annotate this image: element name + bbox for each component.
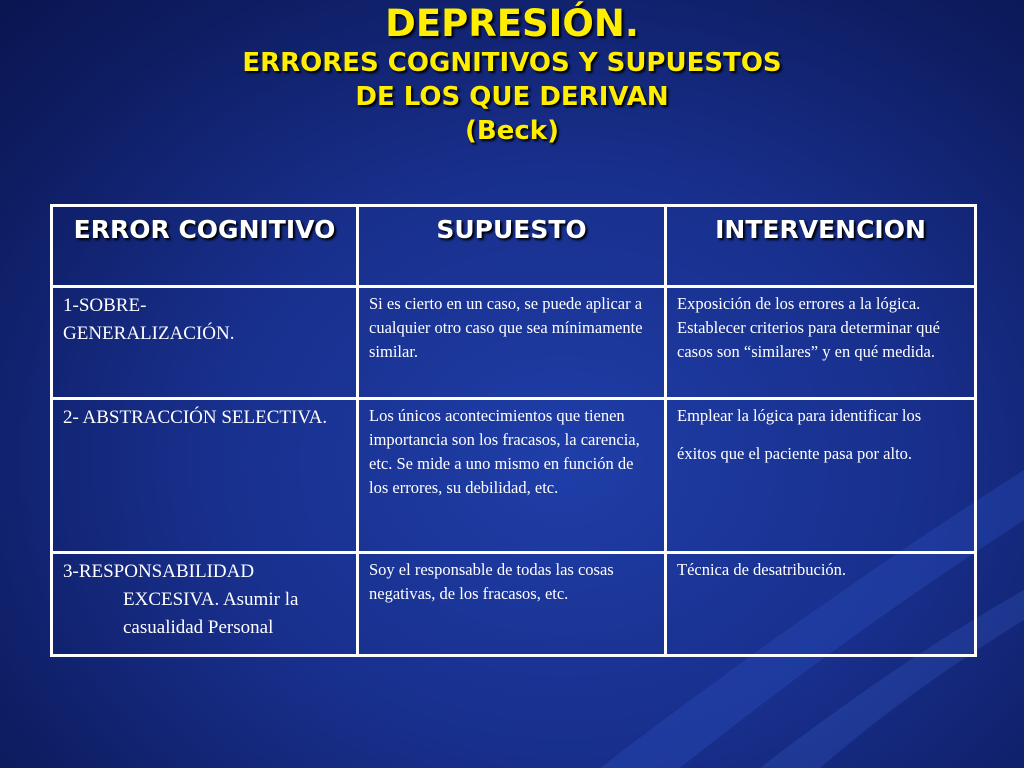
error-cell bbox=[52, 287, 358, 399]
intervencion-cell bbox=[666, 399, 976, 553]
slide-title-block bbox=[0, 2, 1024, 148]
header-supuesto: SUPUESTO bbox=[358, 206, 666, 287]
error-cell bbox=[52, 553, 358, 656]
table-header-row bbox=[52, 206, 976, 287]
intervencion-cell: Técnica de desatribución. bbox=[666, 553, 976, 656]
supuesto-cell: Los únicos acontecimientos que tienen importancia son los fracasos, la carencia, etc. Se mide a uno mismo en función de los errores, su debilidad, etc. bbox=[358, 399, 666, 553]
slide-title: DEPRESIÓN. bbox=[385, 2, 639, 45]
intervencion-cell: Exposición de los errores a la lógica. Establecer criterios para determinar qué casos son “similares” y en qué medida. bbox=[666, 287, 976, 399]
error-text-line2: GENERALIZACIÓN. bbox=[63, 323, 235, 344]
header-error-cognitivo: ERROR COGNITIVO bbox=[52, 206, 358, 287]
slide-subtitle-line1: ERRORES COGNITIVOS Y SUPUESTOS bbox=[242, 48, 782, 78]
intervencion-text-line2: éxitos que el paciente pasa por alto. bbox=[677, 444, 913, 463]
table-row bbox=[52, 553, 976, 656]
table-row bbox=[52, 399, 976, 553]
error-text-line1: 1-SOBRE- bbox=[63, 295, 147, 316]
error-text-line1: 3-RESPONSABILIDAD bbox=[63, 561, 255, 582]
slide-subtitle-line3: (Beck) bbox=[465, 116, 559, 146]
error-cell bbox=[52, 399, 358, 553]
supuesto-cell: Si es cierto en un caso, se puede aplicar a cualquier otro caso que sea mínimamente similar. bbox=[358, 287, 666, 399]
intervencion-text-line1: Emplear la lógica para identificar los bbox=[677, 406, 922, 425]
supuesto-cell: Soy el responsable de todas las cosas negativas, de los fracasos, etc. bbox=[358, 553, 666, 656]
slide-subtitle-line2: DE LOS QUE DERIVAN bbox=[355, 82, 669, 112]
error-text-line2: EXCESIVA. Asumir la casualidad Personal bbox=[123, 589, 299, 638]
error-text-line1: 2- ABSTRACCIÓN SELECTIVA. bbox=[63, 407, 328, 428]
header-intervencion: INTERVENCION bbox=[666, 206, 976, 287]
cognitive-errors-table bbox=[50, 204, 977, 657]
table-row bbox=[52, 287, 976, 399]
